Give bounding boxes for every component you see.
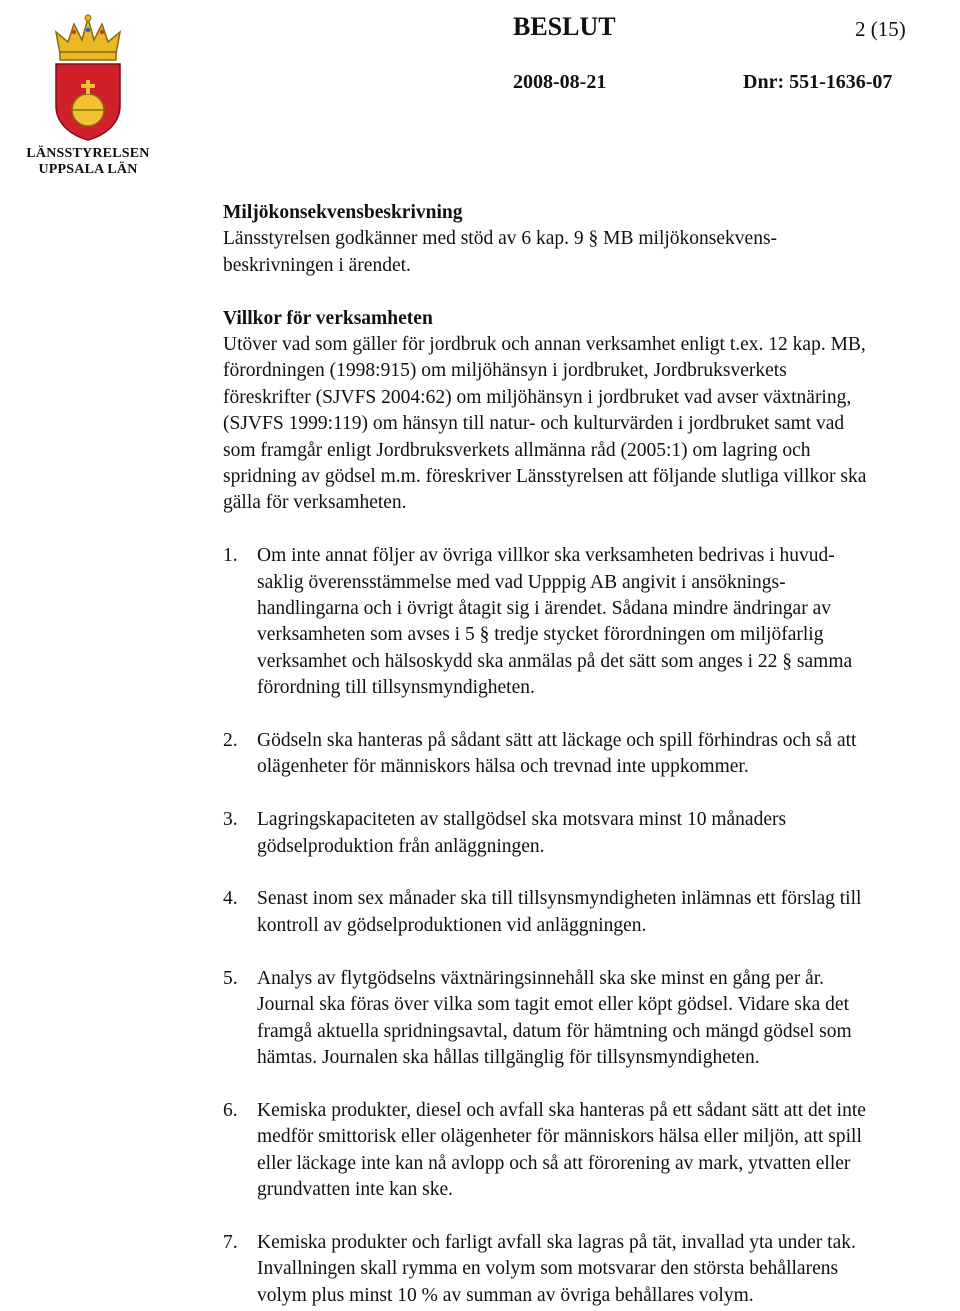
condition-number: 1. [223, 545, 238, 567]
condition-text [257, 886, 953, 939]
condition-item [223, 1098, 953, 1204]
lansstyrelsen-logo [18, 14, 158, 184]
condition-line: Kemiska produkter och farligt avfall ska lagras på tät, invallad yta under tak. [257, 1231, 856, 1253]
document-date: 2008-08-21 [513, 71, 607, 93]
mkb-text-line: Länsstyrelsen godkänner med stöd av 6 kap. 9 § MB miljökonsekvens- [223, 228, 778, 250]
condition-number: 4. [223, 888, 238, 910]
villkor-text-line: förordningen (1998:915) om miljöhänsyn i jordbruket, Jordbruksverkets [223, 360, 787, 382]
condition-line: Journal ska föras över vilka som tagit emot eller köpt gödsel. Vidare ska det [257, 994, 849, 1016]
condition-line: Lagringskapaciteten av stallgödsel ska motsvara minst 10 månaders [257, 809, 787, 831]
document-title: BESLUT [513, 12, 616, 41]
logo-line-2: UPPSALA LÄN [38, 162, 138, 177]
condition-line: verksamheten som avses i 5 § tredje stycket förordningen om miljöfarlig [257, 624, 824, 646]
condition-text [257, 807, 953, 860]
condition-item [223, 543, 953, 701]
condition-text [257, 1230, 953, 1309]
condition-item [223, 728, 953, 781]
condition-line: medför smittorisk eller olägenheter för människors hälsa eller miljön, att spill [257, 1126, 862, 1148]
crown-icon [56, 15, 120, 60]
villkor-heading: Villkor för verksamheten [223, 307, 433, 329]
villkor-text-line: föreskrifter (SJVFS 2004:62) om miljöhänsyn i jordbruket vad avser växtnäring, [223, 386, 852, 408]
coat-of-arms-icon [46, 14, 130, 142]
condition-text [257, 728, 953, 781]
condition-line: eller läckage inte kan nå avlopp och så att förorening av mark, ytvatten eller [257, 1152, 851, 1174]
condition-line: Om inte annat följer av övriga villkor ska verksamheten bedrivas i huvud- [257, 545, 835, 567]
condition-number: 3. [223, 809, 238, 831]
condition-line: Senast inom sex månader ska till tillsynsmyndigheten inlämnas ett förslag till [257, 888, 862, 910]
condition-number: 7. [223, 1231, 238, 1253]
condition-line: saklig överensstämmelse med vad Upppig AB angivit i ansöknings- [257, 571, 786, 593]
condition-line: kontroll av gödselproduktionen vid anläggningen. [257, 914, 647, 936]
villkor-text-line: (SJVFS 1999:119) om hänsyn till natur- och kulturvärden i jordbruket samt vad [223, 413, 845, 435]
condition-line: volym plus minst 10 % av summan av övriga behållares volym. [257, 1284, 754, 1306]
condition-line: gödselproduktion från anläggningen. [257, 835, 545, 857]
condition-text [257, 543, 953, 701]
condition-line: förordning till tillsynsmyndigheten. [257, 677, 535, 699]
condition-line: grundvatten inte kan ske. [257, 1178, 454, 1200]
condition-line: Analys av flytgödselns växtnäringsinnehåll ska ske minst en gång per år. [257, 967, 825, 989]
mkb-text-line: beskrivningen i ärendet. [223, 254, 411, 276]
condition-text [257, 1098, 953, 1204]
condition-item [223, 1230, 953, 1309]
condition-line: handlingarna och i övrigt åtagit sig i ärendet. Sådana mindre ändringar av [257, 598, 831, 620]
villkor-text-line: som framgår enligt Jordbruksverkets allmänna råd (2005:1) om lagring och [223, 439, 811, 461]
logo-line-1: LÄNSSTYRELSEN [26, 146, 150, 161]
document-body [223, 200, 953, 1309]
condition-item [223, 886, 953, 939]
page-number: 2 (15) [855, 17, 906, 41]
villkor-text-line: Utöver vad som gäller för jordbruk och annan verksamhet enligt t.ex. 12 kap. MB, [223, 334, 866, 356]
condition-line: verksamhet och hälsoskydd ska anmälas på det sätt som anges i 22 § samma [257, 650, 853, 672]
condition-number: 5. [223, 967, 238, 989]
condition-line: Gödseln ska hanteras på sådant sätt att läckage och spill förhindras och så att [257, 730, 857, 752]
condition-line: Invallningen skall rymma en volym som motsvarar den största behållarens [257, 1258, 839, 1280]
condition-line: Kemiska produkter, diesel och avfall ska hanteras på ett sådant sätt att det inte [257, 1099, 866, 1121]
villkor-text-line: gälla för verksamheten. [223, 492, 407, 514]
condition-item [223, 966, 953, 1072]
document-reference: Dnr: 551-1636-07 [743, 71, 893, 93]
condition-number: 2. [223, 730, 238, 752]
condition-item [223, 807, 953, 860]
condition-number: 6. [223, 1099, 238, 1121]
condition-line: olägenheter för människors hälsa och trevnad inte uppkommer. [257, 756, 749, 778]
shield-icon [56, 64, 120, 140]
condition-line: framgå aktuella spridningsavtal, datum för hämtning och mängd gödsel som [257, 1020, 852, 1042]
condition-text [257, 966, 953, 1072]
mkb-heading: Miljökonsekvensbeskrivning [223, 202, 463, 223]
condition-line: hämtas. Journalen ska hållas tillgänglig för tillsynsmyndigheten. [257, 1046, 760, 1068]
villkor-text-line: spridning av gödsel m.m. föreskriver Länsstyrelsen att följande slutliga villkor ska [223, 466, 867, 488]
